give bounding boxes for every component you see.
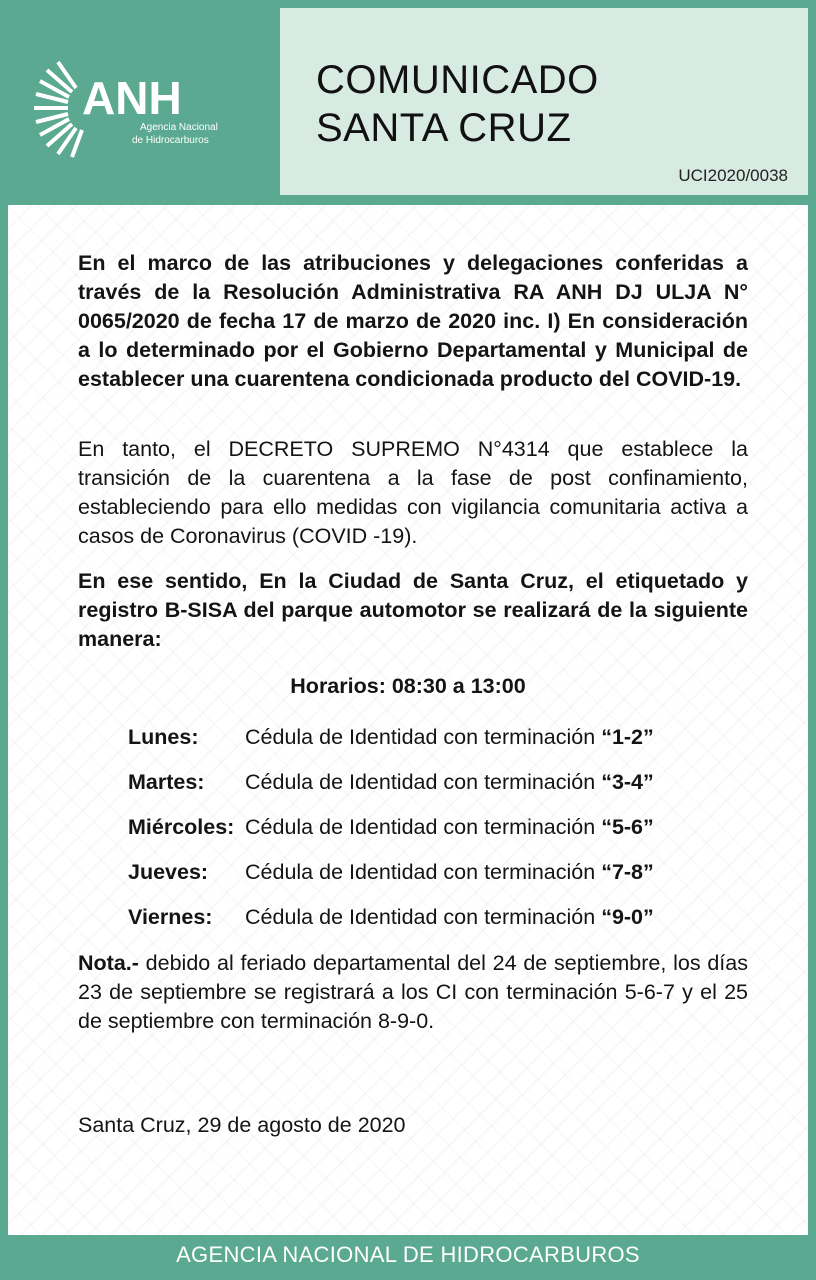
- schedule-desc: [245, 860, 654, 885]
- schedule-digits: “5-6”: [601, 815, 654, 839]
- title-line-1: COMUNICADO: [316, 58, 599, 102]
- paragraph-2: En tanto, el DECRETO SUPREMO N°4314 que establece la transición de la cuarentena a la fase de post confinamiento, estableciendo para ello medidas con vigilancia comunitaria activa a casos de Coronavirus (COVID -19).: [78, 437, 748, 548]
- schedule-desc: [245, 725, 654, 750]
- schedule-text: Cédula de Identidad con terminación: [245, 725, 602, 749]
- svg-text:ANH: ANH: [82, 72, 182, 124]
- schedule-list: [128, 715, 768, 940]
- reference-code: UCI2020/0038: [678, 166, 788, 185]
- schedule-digits: “9-0”: [601, 905, 654, 929]
- schedule-day: Viernes:: [128, 905, 213, 929]
- schedule-digits: “1-2”: [601, 725, 654, 749]
- schedule-row: [128, 895, 768, 940]
- schedule-day: Miércoles:: [128, 815, 235, 839]
- schedule-desc: [245, 905, 654, 930]
- schedule-row: [128, 715, 768, 760]
- paragraph-3: En ese sentido, En la Ciudad de Santa Cruz, el etiquetado y registro B-SISA del parque automotor se realizará de la siguiente manera:: [78, 569, 748, 651]
- svg-text:Agencia Nacional: Agencia Nacional: [140, 122, 218, 133]
- schedule-desc: [245, 815, 654, 840]
- schedule-day: Jueves:: [128, 860, 209, 884]
- schedule-desc: [245, 770, 654, 795]
- schedule-row: [128, 850, 768, 895]
- footer-agency-name: AGENCIA NACIONAL DE HIDROCARBUROS: [176, 1242, 640, 1267]
- schedule-row: [128, 760, 768, 805]
- signoff-date: Santa Cruz, 29 de agosto de 2020: [78, 1113, 406, 1137]
- schedule-text: Cédula de Identidad con terminación: [245, 770, 602, 794]
- schedule-day: Lunes:: [128, 725, 199, 749]
- document-body: [8, 205, 808, 1235]
- note-label: Nota.-: [78, 951, 139, 975]
- anh-logo: [30, 58, 250, 158]
- note-paragraph: [78, 949, 748, 1036]
- schedule-row: [128, 805, 768, 850]
- schedule-text: Cédula de Identidad con terminación: [245, 860, 602, 884]
- schedule-day: Martes:: [128, 770, 205, 794]
- paragraph-1: En el marco de las atribuciones y delegaciones conferidas a través de la Resolución Administrativa RA ANH DJ ULJA N° 0065/2020 de fecha 17 de marzo de 2020 inc. I) En consideración a lo determinado por el Gobierno Departamental y Municipal de establecer una cuarentena condicionada producto del COVID-19.: [78, 251, 748, 391]
- hours-heading: Horarios: 08:30 a 13:00: [290, 674, 526, 698]
- title-box: [280, 8, 808, 195]
- schedule-text: Cédula de Identidad con terminación: [245, 905, 602, 929]
- note-text: debido al feriado departamental del 24 de septiembre, los días 23 de septiembre se registrará a los CI con terminación 5-6-7 y el 25 de septiembre con terminación 8-9-0.: [78, 951, 748, 1033]
- title-line-2: SANTA CRUZ: [316, 106, 572, 150]
- header: [0, 0, 816, 205]
- page-title: [316, 56, 599, 152]
- schedule-digits: “3-4”: [601, 770, 654, 794]
- schedule-text: Cédula de Identidad con terminación: [245, 815, 602, 839]
- svg-text:de Hidrocarburos: de Hidrocarburos: [132, 135, 209, 146]
- schedule-digits: “7-8”: [601, 860, 654, 884]
